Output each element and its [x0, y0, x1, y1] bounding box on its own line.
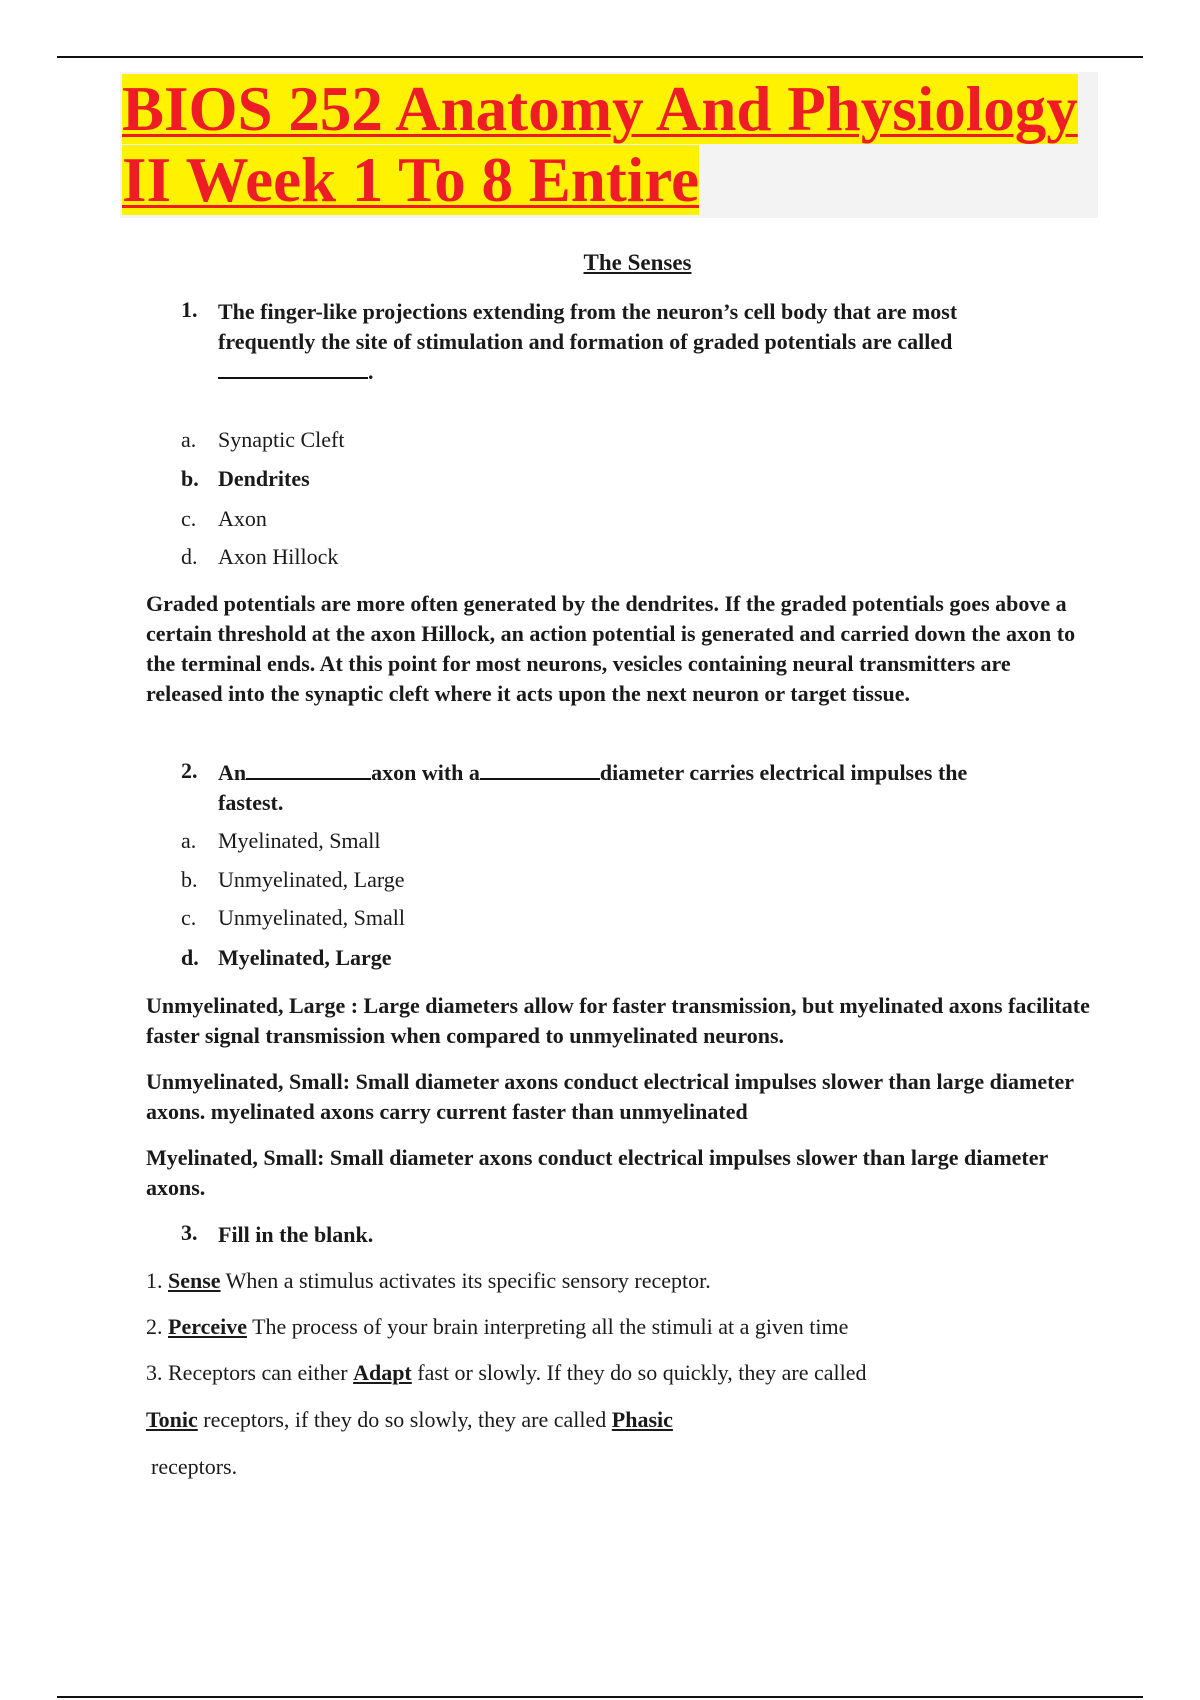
fill-line-4: Tonic receptors, if they do so slowly, they are called Phasic: [146, 1407, 673, 1432]
question-3-number: 3.: [181, 1220, 198, 1245]
bottom-rule: [57, 1696, 1143, 1698]
fill-line-5: receptors.: [151, 1454, 238, 1479]
top-rule: [57, 56, 1143, 58]
q2-explanation-2: Unmyelinated, Small: Small diameter axons conduct electrical impulses slower than large diameter axons. myelinated axons carry current faster than unmyelinated: [146, 1069, 1074, 1124]
answer-blank: [246, 760, 371, 780]
answer-tonic: Tonic: [146, 1407, 198, 1432]
question-1-text: The finger-like projections extending from the neuron’s cell body that are most frequently the site of stimulation and formation of graded potentials are called .: [218, 299, 958, 384]
section-heading: The Senses: [583, 250, 692, 275]
q2-explanation-1: Unmyelinated, Large : Large diameters allow for faster transmission, but myelinated axons facilitate faster signal transmission when compared to unmyelinated neurons.: [146, 993, 1090, 1048]
fill-line-2: 2. Perceive The process of your brain interpreting all the stimuli at a given time: [146, 1314, 849, 1339]
fill-line-3: 3. Receptors can either Adapt fast or slowly. If they do so quickly, they are called: [146, 1360, 867, 1385]
q1-explanation: Graded potentials are more often generated by the dendrites. If the graded potentials goes above a certain threshold at the axon Hillock, an action potential is generated and carried down the axon to the terminal ends. At this point for most neurons, vesicles containing neural transmitters are released into the synaptic cleft where it acts upon the next neuron or target tissue.: [146, 591, 1076, 706]
answer-blank: [480, 760, 600, 780]
q2-explanation-3: Myelinated, Small: Small diameter axons conduct electrical impulses slower than large diameter axons.: [146, 1145, 1048, 1200]
document-title: BIOS 252 Anatomy And Physiology II Week 1 To 8 Entire: [122, 74, 1078, 215]
answer-phasic: Phasic: [611, 1407, 673, 1432]
question-2-text: An axon with a diameter carries electrical impulses the fastest.: [218, 760, 968, 815]
answer-adapt: Adapt: [353, 1360, 412, 1385]
answer-perceive: Perceive: [168, 1314, 247, 1339]
fill-line-1: 1. Sense When a stimulus activates its specific sensory receptor.: [146, 1268, 711, 1293]
question-3-text: Fill in the blank.: [218, 1222, 374, 1247]
question-2-number: 2.: [181, 758, 198, 783]
question-1-number: 1.: [181, 297, 198, 322]
answer-blank: [218, 359, 368, 379]
answer-sense: Sense: [168, 1268, 221, 1293]
